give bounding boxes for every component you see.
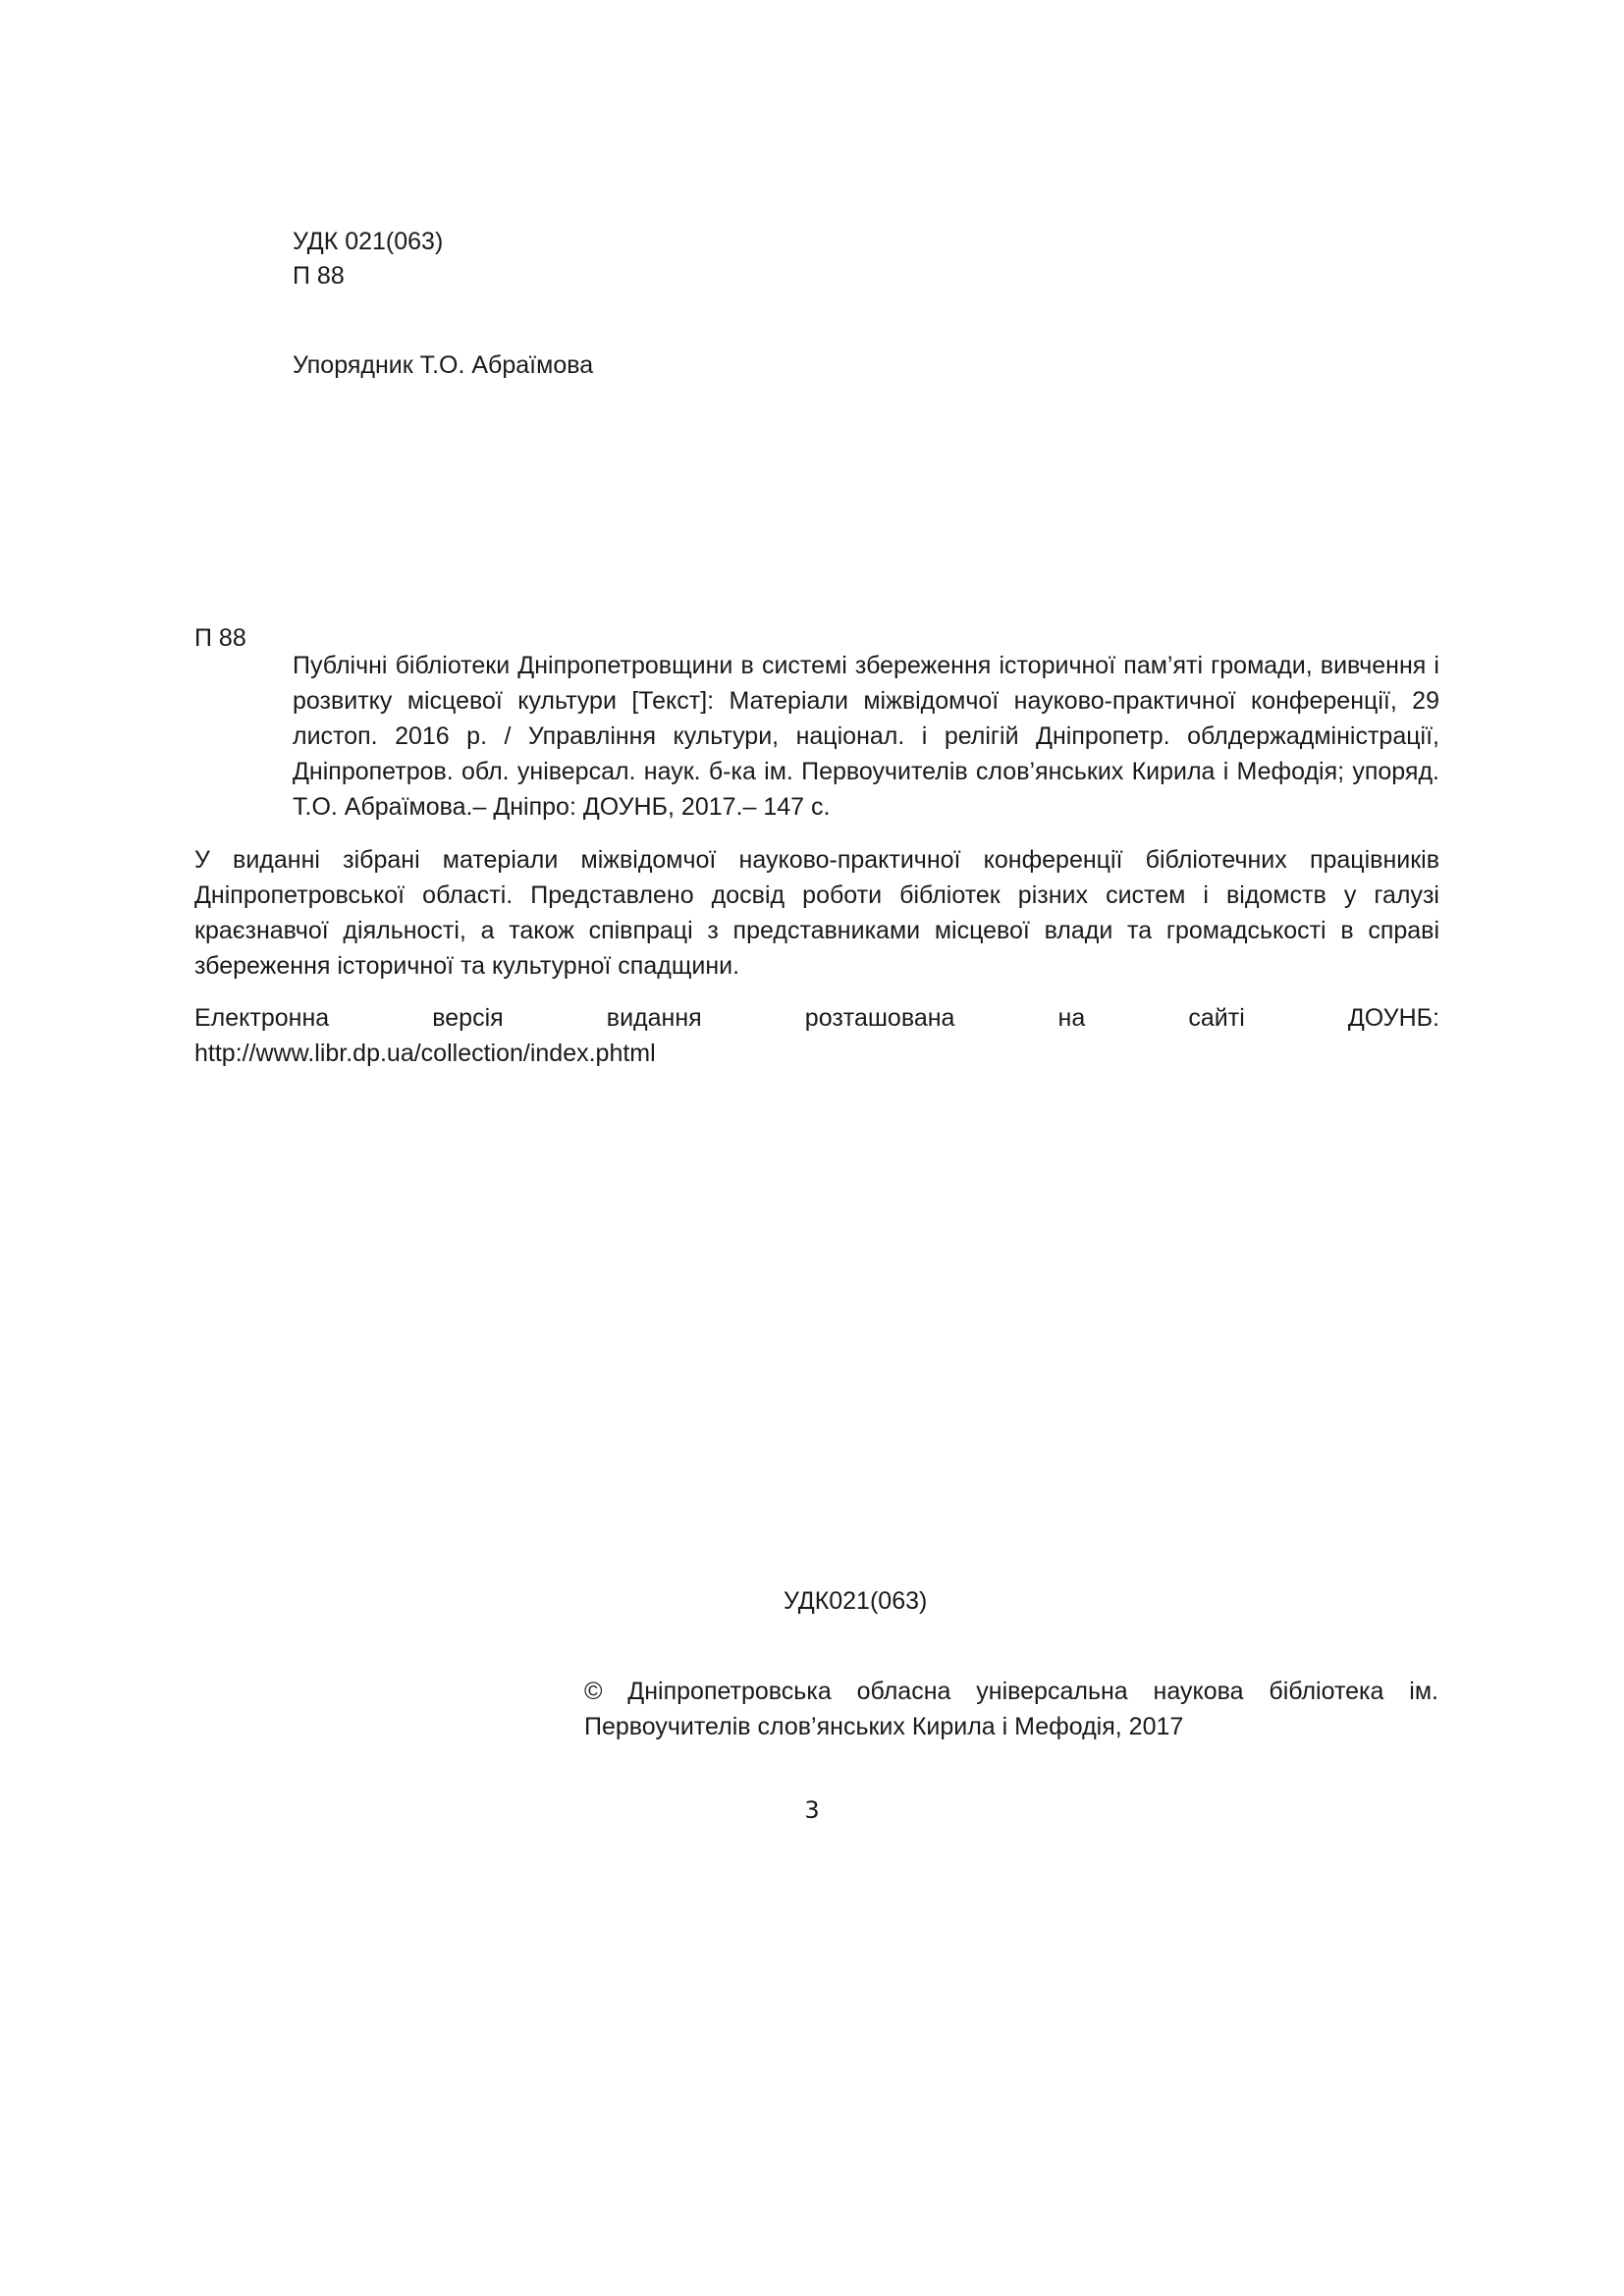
page-number: 3 <box>804 1796 820 1824</box>
cutter-code: П 88 <box>293 262 345 290</box>
electronic-word: на <box>1057 1004 1086 1032</box>
compiler-line: Упорядник Т.О. Абраїмова <box>293 351 594 379</box>
electronic-word: Електронна <box>194 1004 330 1032</box>
annotation-paragraph: У виданні зібрані матеріали міжвідомчої науково-практичної конференції бібліотечних працівників Дніпропетровської області. Представлено досвід роботи бібліотек різних систем і відомств у галузі краєзнавчої діяльності, а також співпраці з представниками місцевої влади та громадськості в справі збереження історичної та культурної спадщини. <box>194 846 1439 980</box>
electronic-word: розташована <box>804 1004 955 1032</box>
electronic-word: видання <box>606 1004 702 1032</box>
udk-footer: УДК021(063) <box>784 1587 928 1615</box>
bibliographic-description: Публічні бібліотеки Дніпропетровщини в системі збереження історичної пам’яті громади, вивчення і розвитку місцевої культури [Текст]: Матеріали міжвідомчої науково-практичної конференції, 29 листоп. 2016 р. / Управління культури, націонал. і релігій Дніпропетр. облдержадміністрації, Дніпропетров. обл. універсал. наук. б-ка ім. Первоучителів слов’янських Кирила і Мефодія; упоряд. Т.О. Абраїмова.– Дніпро: ДОУНБ, 2017.– 147 с. <box>293 652 1439 821</box>
electronic-word: ДОУНБ: <box>1347 1004 1439 1032</box>
electronic-version-line <box>194 1000 1439 1036</box>
electronic-word: сайті <box>1188 1004 1245 1032</box>
udk-code: УДК 021(063) <box>293 228 444 255</box>
electronic-version-note <box>194 1000 1439 1071</box>
electronic-version-url: http://www.libr.dp.ua/collection/index.phtml <box>194 1040 656 1067</box>
copyright-notice: © Дніпропетровська обласна універсальна наукова бібліотека ім. Первоучителів слов’янських Кирила і Мефодія, 2017 <box>584 1678 1438 1740</box>
record-cutter-code: П 88 <box>194 624 246 652</box>
electronic-word: версія <box>432 1004 504 1032</box>
